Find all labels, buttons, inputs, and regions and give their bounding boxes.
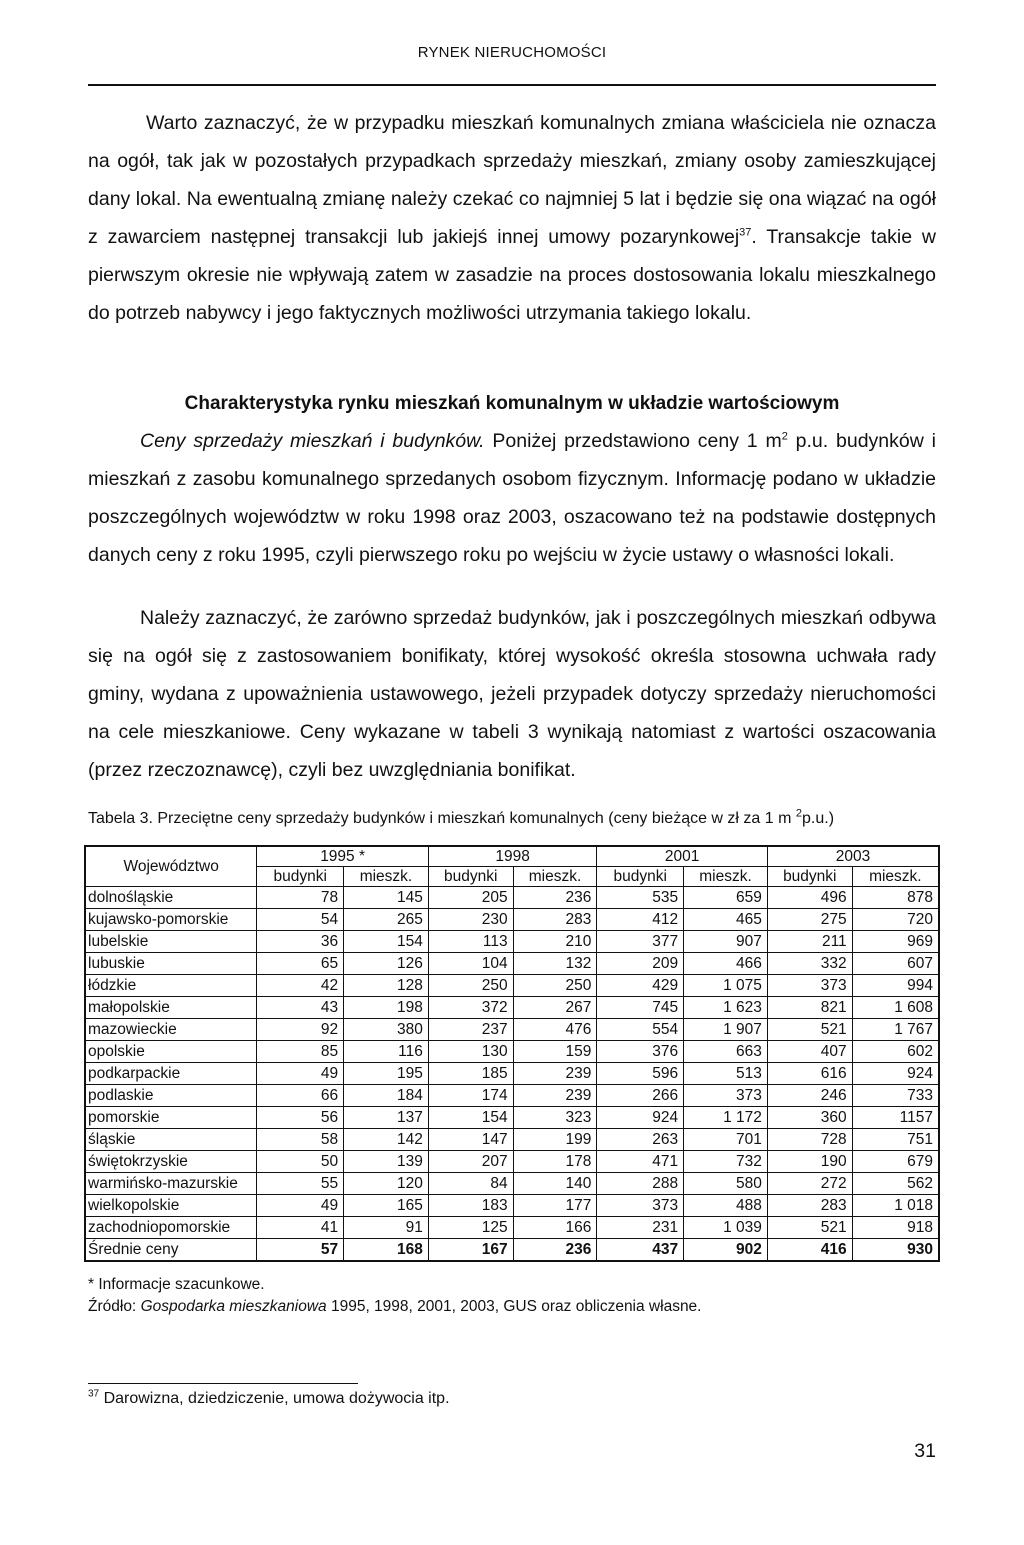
price-cell: 178 [513, 1151, 597, 1173]
price-cell: 372 [428, 997, 513, 1019]
column-header: mieszk. [513, 867, 597, 887]
estimate-note: * Informacje szacunkowe. [88, 1276, 265, 1293]
price-cell: 49 [257, 1195, 344, 1217]
price-cell: 165 [344, 1195, 429, 1217]
footnote-number: 37 [88, 1388, 100, 1400]
table-row [85, 1107, 939, 1129]
price-cell: 41 [257, 1217, 344, 1239]
region-column-header: Województwo [85, 846, 257, 887]
price-cell: 237 [428, 1019, 513, 1041]
price-cell: 288 [597, 1173, 684, 1195]
table-row [85, 1173, 939, 1195]
price-cell: 147 [428, 1129, 513, 1151]
price-cell: 236 [513, 887, 597, 909]
price-cell: 174 [428, 1085, 513, 1107]
price-cell: 407 [767, 1041, 852, 1063]
price-cell: 166 [513, 1217, 597, 1239]
region-name-cell: lubelskie [85, 931, 257, 953]
price-cell: 125 [428, 1217, 513, 1239]
price-cell: 239 [513, 1063, 597, 1085]
source-prefix: Źródło: [88, 1298, 141, 1315]
price-cell: 733 [852, 1085, 939, 1107]
price-cell: 496 [767, 887, 852, 909]
price-cell: 918 [852, 1217, 939, 1239]
price-cell: 465 [684, 909, 768, 931]
price-cell: 521 [767, 1217, 852, 1239]
table-row [85, 909, 939, 931]
price-cell: 373 [684, 1085, 768, 1107]
running-head: RYNEK NIERUCHOMOŚCI [417, 44, 607, 61]
paragraph-text: Poniżej przedstawiono ceny 1 m [484, 430, 782, 452]
price-cell: 562 [852, 1173, 939, 1195]
price-cell: 159 [513, 1041, 597, 1063]
price-cell: 177 [513, 1195, 597, 1217]
table-row [85, 1129, 939, 1151]
price-cell: 49 [257, 1063, 344, 1085]
region-name-cell: dolnośląskie [85, 887, 257, 909]
price-cell: 104 [428, 953, 513, 975]
source-rest: 1995, 1998, 2001, 2003, GUS oraz obliczenia własne. [326, 1298, 702, 1315]
price-cell: 50 [257, 1151, 344, 1173]
region-name-cell: wielkopolskie [85, 1195, 257, 1217]
price-cell: 994 [852, 975, 939, 997]
source-note [88, 1298, 936, 1316]
price-cell: 210 [513, 931, 597, 953]
price-cell: 751 [852, 1129, 939, 1151]
price-cell: 283 [767, 1195, 852, 1217]
region-name-cell: mazowieckie [85, 1019, 257, 1041]
price-cell: 412 [597, 909, 684, 931]
price-cell: 142 [344, 1129, 429, 1151]
price-cell: 878 [852, 887, 939, 909]
price-cell: 185 [428, 1063, 513, 1085]
price-cell: 92 [257, 1019, 344, 1041]
price-cell: 437 [597, 1239, 684, 1262]
price-cell: 429 [597, 975, 684, 997]
price-cell: 195 [344, 1063, 429, 1085]
price-cell: 199 [513, 1129, 597, 1151]
price-cell: 139 [344, 1151, 429, 1173]
price-cell: 360 [767, 1107, 852, 1129]
price-cell: 58 [257, 1129, 344, 1151]
price-cell: 137 [344, 1107, 429, 1129]
price-cell: 145 [344, 887, 429, 909]
price-cell: 126 [344, 953, 429, 975]
table-row [85, 1019, 939, 1041]
paragraph-communal-ownership [88, 104, 936, 332]
region-name-cell: świętokrzyskie [85, 1151, 257, 1173]
region-name-cell: warmińsko-mazurskie [85, 1173, 257, 1195]
paragraph-lead: Ceny sprzedaży mieszkań i budynków. [140, 430, 485, 452]
price-cell: 602 [852, 1041, 939, 1063]
price-cell: 250 [428, 975, 513, 997]
table-row [85, 931, 939, 953]
region-name-cell: podkarpackie [85, 1063, 257, 1085]
price-cell: 1 018 [852, 1195, 939, 1217]
region-name-cell: podlaskie [85, 1085, 257, 1107]
price-cell: 43 [257, 997, 344, 1019]
price-cell: 132 [513, 953, 597, 975]
price-cell: 373 [767, 975, 852, 997]
price-cell: 65 [257, 953, 344, 975]
price-cell: 1 075 [684, 975, 768, 997]
price-cell: 167 [428, 1239, 513, 1262]
price-cell: 1157 [852, 1107, 939, 1129]
table-row [85, 953, 939, 975]
price-cell: 521 [767, 1019, 852, 1041]
price-cell: 323 [513, 1107, 597, 1129]
price-cell: 969 [852, 931, 939, 953]
superscript: 2 [781, 430, 788, 443]
price-cell: 1 907 [684, 1019, 768, 1041]
price-cell: 1 039 [684, 1217, 768, 1239]
column-header: budynki [597, 867, 684, 887]
region-name-cell: lubuskie [85, 953, 257, 975]
price-cell: 471 [597, 1151, 684, 1173]
price-cell: 1 172 [684, 1107, 768, 1129]
price-cell: 580 [684, 1173, 768, 1195]
table-row [85, 1085, 939, 1107]
caption-superscript: 2 [795, 807, 803, 820]
price-cell: 120 [344, 1173, 429, 1195]
price-cell: 332 [767, 953, 852, 975]
paragraph-text: p.u. budynków i mieszkań z zasobu komunalnego sprzedanych osobom fizycznym. Informację podano w układzie poszczególnych województw w roku 1998 oraz 2003, oszacowano też na podstawie dostępnych danych ceny z roku 1995, czyli pierwszego roku po wejściu w życie ustawy o własności lokali. [88, 430, 936, 566]
price-cell: 57 [257, 1239, 344, 1262]
table-caption [88, 807, 936, 828]
price-cell: 130 [428, 1041, 513, 1063]
table-body [85, 887, 939, 1262]
column-header: budynki [767, 867, 852, 887]
region-name-cell: pomorskie [85, 1107, 257, 1129]
price-cell: 154 [344, 931, 429, 953]
price-cell: 728 [767, 1129, 852, 1151]
average-row [85, 1239, 939, 1262]
price-cell: 616 [767, 1063, 852, 1085]
price-cell: 745 [597, 997, 684, 1019]
price-cell: 732 [684, 1151, 768, 1173]
price-cell: 596 [597, 1063, 684, 1085]
price-cell: 720 [852, 909, 939, 931]
price-cell: 85 [257, 1041, 344, 1063]
column-header: mieszk. [684, 867, 768, 887]
price-cell: 701 [684, 1129, 768, 1151]
price-cell: 930 [852, 1239, 939, 1262]
price-cell: 168 [344, 1239, 429, 1262]
price-cell: 821 [767, 997, 852, 1019]
year-header: 2001 [597, 846, 768, 867]
price-cell: 205 [428, 887, 513, 909]
price-cell: 55 [257, 1173, 344, 1195]
region-name-cell: śląskie [85, 1129, 257, 1151]
year-header: 1995 * [257, 846, 429, 867]
price-table [84, 845, 940, 1262]
price-cell: 184 [344, 1085, 429, 1107]
price-cell: 54 [257, 909, 344, 931]
table-row [85, 1041, 939, 1063]
table-row [85, 1217, 939, 1239]
price-cell: 663 [684, 1041, 768, 1063]
price-cell: 236 [513, 1239, 597, 1262]
price-cell: 488 [684, 1195, 768, 1217]
price-cell: 476 [513, 1019, 597, 1041]
price-cell: 554 [597, 1019, 684, 1041]
price-cell: 36 [257, 931, 344, 953]
price-cell: 267 [513, 997, 597, 1019]
price-cell: 266 [597, 1085, 684, 1107]
caption-text: Tabela 3. Przeciętne ceny sprzedaży budynków i mieszkań komunalnych (ceny bieżące w zł za 1 m [88, 810, 796, 827]
price-cell: 1 623 [684, 997, 768, 1019]
region-name-cell: zachodniopomorskie [85, 1217, 257, 1239]
table-year-row [85, 846, 939, 867]
price-cell: 211 [767, 931, 852, 953]
price-cell: 78 [257, 887, 344, 909]
table-row [85, 975, 939, 997]
footnote-text: Darowizna, dziedziczenie, umowa dożywocia itp. [99, 1390, 450, 1407]
price-cell: 265 [344, 909, 429, 931]
price-cell: 924 [597, 1107, 684, 1129]
paragraph-text: . Transakcje takie w pierwszym okresie nie wpływają zatem w zasadzie na proces dostosowania lokalu mieszkalnego do potrzeb nabywcy i jego faktycznych możliwości utrzymania takiego lokalu. [88, 226, 936, 324]
price-cell: 376 [597, 1041, 684, 1063]
section-title: Charakterystyka rynku mieszkań komunalnym w układzie wartościowym [184, 393, 840, 414]
footnote-reference: 37 [739, 226, 752, 239]
price-cell: 373 [597, 1195, 684, 1217]
page-number: 31 [914, 1440, 936, 1462]
region-name-cell: małopolskie [85, 997, 257, 1019]
price-cell: 113 [428, 931, 513, 953]
region-name-cell: opolskie [85, 1041, 257, 1063]
price-cell: 924 [852, 1063, 939, 1085]
price-cell: 659 [684, 887, 768, 909]
table-row [85, 1151, 939, 1173]
column-header: mieszk. [852, 867, 939, 887]
footnote [88, 1390, 450, 1408]
footnote-rule [88, 1383, 358, 1384]
table-row [85, 1195, 939, 1217]
region-name-cell: Średnie ceny [85, 1239, 257, 1262]
price-cell: 250 [513, 975, 597, 997]
price-cell: 116 [344, 1041, 429, 1063]
column-header: budynki [428, 867, 513, 887]
price-cell: 198 [344, 997, 429, 1019]
source-title: Gospodarka mieszkaniowa [140, 1298, 327, 1315]
price-cell: 275 [767, 909, 852, 931]
price-cell: 535 [597, 887, 684, 909]
price-cell: 246 [767, 1085, 852, 1107]
price-cell: 907 [684, 931, 768, 953]
price-cell: 263 [597, 1129, 684, 1151]
price-cell: 679 [852, 1151, 939, 1173]
paragraph-prices [88, 422, 936, 574]
price-cell: 902 [684, 1239, 768, 1262]
year-header: 1998 [428, 846, 597, 867]
paragraph-discounts: Należy zaznaczyć, że zarówno sprzedaż budynków, jak i poszczególnych mieszkań odbywa się na ogół się z zastosowaniem bonifikaty, której wysokość określa stosowna uchwała rady gminy, wydana z upoważnienia ustawowego, jeżeli przypadek dotyczy sprzedaży nieruchomości na cele mieszkaniowe. Ceny wykazane w tabeli 3 wynikają natomiast z wartości oszacowania (przez rzeczoznawcę), czyli bez uwzględniania bonifikat. [88, 607, 936, 781]
price-cell: 513 [684, 1063, 768, 1085]
price-cell: 1 608 [852, 997, 939, 1019]
price-cell: 84 [428, 1173, 513, 1195]
year-header: 2003 [767, 846, 939, 867]
price-cell: 42 [257, 975, 344, 997]
price-cell: 66 [257, 1085, 344, 1107]
header-rule [88, 84, 936, 86]
price-cell: 209 [597, 953, 684, 975]
price-cell: 91 [344, 1217, 429, 1239]
price-cell: 380 [344, 1019, 429, 1041]
price-cell: 231 [597, 1217, 684, 1239]
price-cell: 128 [344, 975, 429, 997]
price-cell: 140 [513, 1173, 597, 1195]
price-cell: 183 [428, 1195, 513, 1217]
price-cell: 1 767 [852, 1019, 939, 1041]
column-header: mieszk. [344, 867, 429, 887]
price-cell: 272 [767, 1173, 852, 1195]
table-row [85, 1063, 939, 1085]
table-row [85, 997, 939, 1019]
region-name-cell: kujawsko-pomorskie [85, 909, 257, 931]
caption-text-end: p.u.) [802, 810, 835, 827]
price-cell: 154 [428, 1107, 513, 1129]
price-cell: 239 [513, 1085, 597, 1107]
price-cell: 466 [684, 953, 768, 975]
price-cell: 207 [428, 1151, 513, 1173]
column-header: budynki [257, 867, 344, 887]
price-cell: 190 [767, 1151, 852, 1173]
price-cell: 283 [513, 909, 597, 931]
price-cell: 607 [852, 953, 939, 975]
price-cell: 377 [597, 931, 684, 953]
price-cell: 416 [767, 1239, 852, 1262]
table-row [85, 887, 939, 909]
paragraph-text: Warto zaznaczyć, że w przypadku mieszkań komunalnych zmiana właściciela nie oznacza na ogół, tak jak w pozostałych przypadkach sprzedaży mieszkań, zmiany osoby zamieszkującej dany lokal. Na ewentualną zmianę należy czekać co najmniej 5 lat i będzie się ona wiązać na ogół z zawarciem następnej transakcji lub jakiejś innej umowy pozarynkowej [88, 112, 936, 248]
region-name-cell: łódzkie [85, 975, 257, 997]
price-cell: 56 [257, 1107, 344, 1129]
price-cell: 230 [428, 909, 513, 931]
